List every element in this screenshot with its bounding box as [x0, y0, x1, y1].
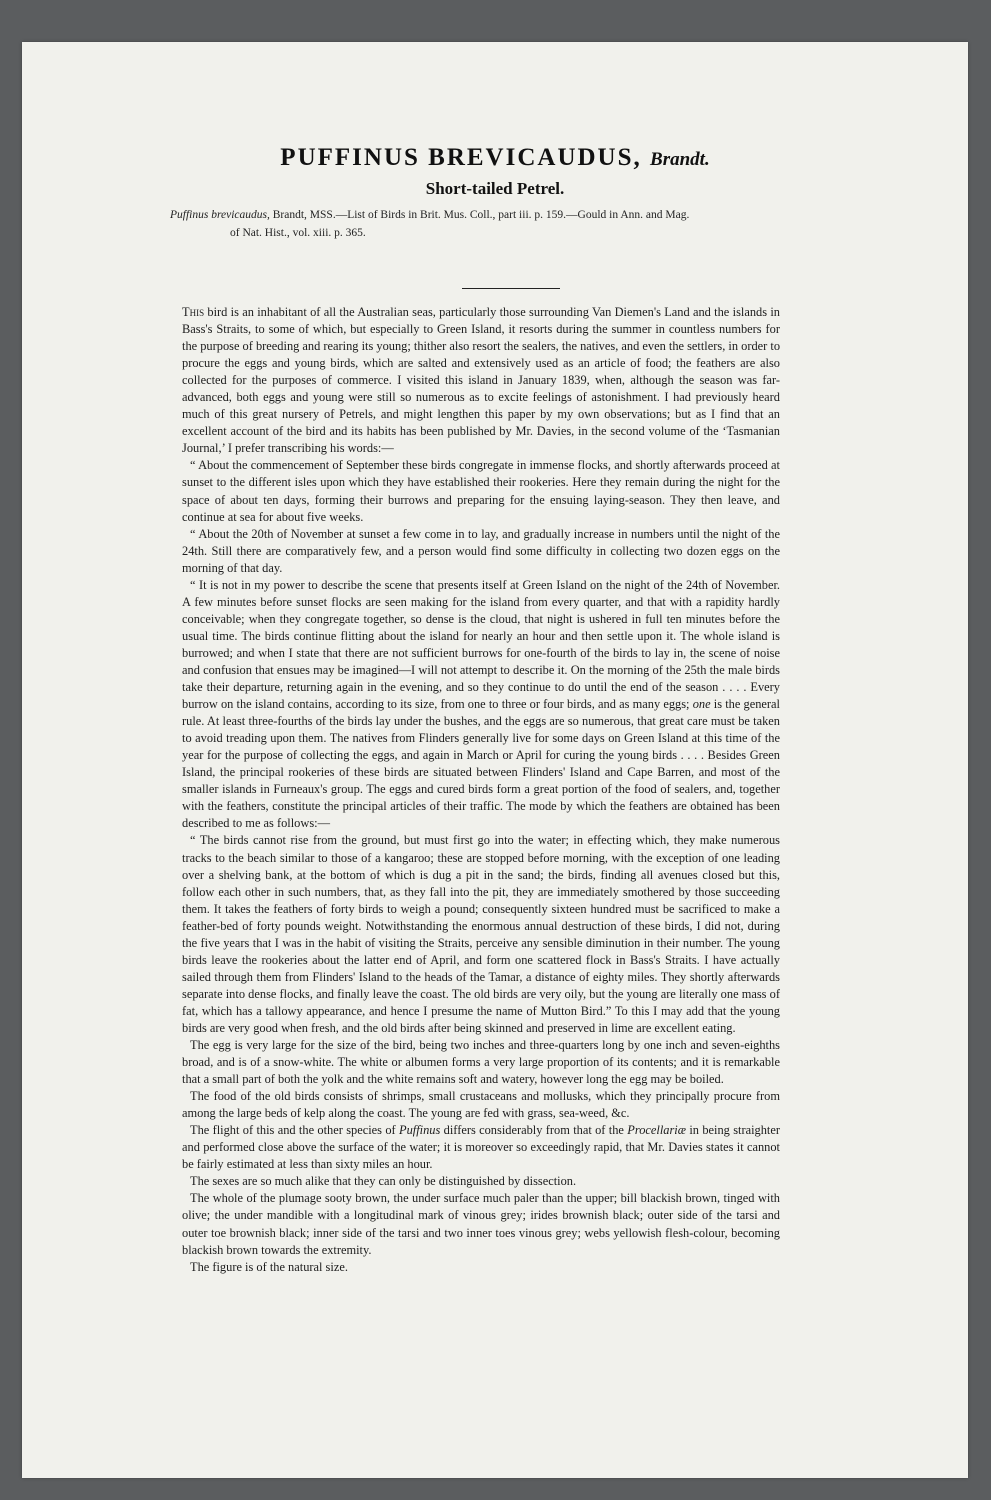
italic-genus: Puffinus: [399, 1123, 441, 1138]
paragraph-egg: The egg is very large for the size of the bird, being two inches and three-quarters long by one inch and seven-eighths broad, and is of a snow-white. The white or albumen forms a very large proportion of its contents; and it is remarkable that a small part of both the yolk and the white remains soft and watery, however long the egg may be boiled.: [182, 1038, 780, 1087]
document-page: [22, 42, 968, 1478]
paragraph-quote-green-island: [182, 577, 780, 833]
species-title: [22, 144, 968, 172]
paragraph-text: The flight of this and the other species of: [190, 1123, 399, 1138]
species-authority: Brandt.: [650, 149, 710, 170]
body-text: [182, 304, 780, 1276]
paragraph-quote-november: “ About the 20th of November at sunset a few come in to lay, and gradually increase in numbers until the night of the 24th. Still there are comparatively few, and a person would find some difficulty in collecting two dozen eggs on the morning of that day.: [182, 526, 780, 575]
paragraph-food: The food of the old birds consists of shrimps, small crustaceans and mollusks, which they principally procure from among the large beds of kelp along the coast. The young are fed with grass, sea-weed, &c.: [182, 1089, 780, 1121]
paragraph-quote-feathers: “ The birds cannot rise from the ground, but must first go into the water; in effecting which, they make numerous tracks to the beach similar to those of a kangaroo; these are stopped before morning, with the exception of one leading over a shelving bank, at the bottom of which is dug a pit in the sand; the birds, finding all avenues closed but this, follow each other in such numbers, that, as they fall into the pit, they are immediately smothered by those succeeding them. It takes the feathers of forty birds to weigh a pound; consequently sixteen hundred must be sacrificed to make a feather-bed of forty pounds weight. Notwithstanding the enormous annual destruction of these birds, I did not, during the five years that I was in the habit of visiting the Straits, perceive any sensible diminution in their number. The young birds leave the rookeries about the latter end of April, and form one scattered flock in Bass's Straits. I have actually sailed through them from Flinders' Island to the heads of the Tamar, a distance of eighty miles. They shortly afterwards separate into dense flocks, and finally leave the coast. The old birds are very oily, but the young are literally one mass of fat, which has a tallowy appearance, and hence I presume the name of Mutton Bird.” To this I may add that the young birds are very good when fresh, and the old birds after being skinned and preserved in lime are excellent eating.: [182, 833, 780, 1035]
paragraph-intro-text: bird is an inhabitant of all the Australian seas, particularly those surrounding Van Diemen's Land and the islands in Bass's Straits, to some of which, but especially to Green Island, it resorts during the summer in countless numbers for the purpose of breeding and rearing its young; thither also resort the sealers, the natives, and even the settlers, in order to procure the eggs and young birds, which are salted and extensively used as an article of food; the feathers are also collected for the purposes of commerce. I visited this island in January 1839, when, although the season was far-advanced, both eggs and young were still so numerous as to excite feelings of astonishment. I had previously heard much of this great nursery of Petrels, and might lengthen this paper by my own observations; but as I find that an excellent account of the bird and its habits has been published by Mr. Davies, in the second volume of the ‘Tasmanian Journal,’ I prefer transcribing his words:—: [182, 305, 781, 456]
paragraph-text: differs considerably from that of the: [440, 1123, 628, 1138]
divider-rule: [462, 288, 560, 289]
paragraph-text: “ It is not in my power to describe the scene that presents itself at Green Island on the night of the 24th of November. A few minutes before sunset flocks are seen making for the island from every quarter, and that with a rapidity hardly conceivable; when they congregate together, so dense is the cloud, that night is ushered in full ten minutes before the usual time. The birds continue flitting about the island for nearly an hour and then settle upon it. The whole island is burrowed; and when I state that there are not sufficient burrows for one-fourth of the birds to lay in, the scene of noise and confusion that ensues may be imagined—I will not attempt to describe it. On the morning of the 25th the male birds take their departure, returning again in the evening, and so they continue to do until the end of the season . . . . Every burrow on the island contains, according to its size, from one to three or four birds, and as many eggs;: [182, 577, 780, 712]
species-name: PUFFINUS BREVICAUDUS,: [280, 144, 642, 171]
paragraph-text: is the general rule. At least three-fourths of the birds lay under the bushes, and the eggs are so numerous, that great care must be taken to avoid treading upon them. The natives from Flinders generally live for some days on Green Island at this time of the year for the purpose of collecting the eggs, and again in March or April for curing the young birds . . . . Besides Green Island, the principal rookeries of these birds are situated between Flinders' Island and Cape Barren, and most of the smaller islands in Furneaux's group. The eggs and cured birds form a great portion of the food of sealers, and, together with the feathers, constitute the principal articles of their traffic. The mode by which the feathers are obtained has been described to me as follows:—: [182, 697, 780, 831]
paragraph-sexes: The sexes are so much alike that they can only be distinguished by dissection.: [190, 1174, 577, 1189]
synonymy-name: Puffinus brevicaudus,: [170, 209, 270, 221]
paragraph-figure-note: The figure is of the natural size.: [190, 1259, 348, 1274]
common-name: Short-tailed Petrel.: [425, 179, 565, 198]
paragraph-text: in being straighter and performed close above the surface of the water; it is moreover so exceedingly rapid, that Mr. Davies states it cannot be fairly estimated at less than sixty miles an hour.: [182, 1123, 780, 1172]
paragraph-plumage: The whole of the plumage sooty brown, the under surface much paler than the upper; bill blackish brown, tinged with olive; the under mandible with a longitudinal mark of vinous grey; irides brownish black; outer side of the tarsi and outer toe brownish black; inner side of the tarsi and two inner toes vinous grey; webs yellowish flesh-colour, becoming blackish brown towards the extremity.: [182, 1191, 780, 1257]
paragraph-intro: [182, 304, 780, 457]
synonymy-line1: Brandt, MSS.—List of Birds in Brit. Mus. Coll., part iii. p. 159.—Gould in Ann. and Mag.: [269, 209, 690, 221]
synonymy-citation: [170, 206, 810, 242]
drop-word: This: [182, 305, 205, 319]
italic-genus: Procellariæ: [627, 1123, 686, 1138]
paragraph-flight: [182, 1122, 780, 1173]
paragraph-quote-september: “ About the commencement of September these birds congregate in immense flocks, and shortly afterwards proceed at sunset to the different isles upon which they have established their rookeries. Here they remain during the night for the space of about ten days, forming their burrows and preparing for the ensuing laying-season. They then leave, and continue at sea for about five weeks.: [182, 458, 780, 524]
italic-word: one: [692, 697, 711, 712]
synonymy-line2: of Nat. Hist., vol. xiii. p. 365.: [230, 227, 366, 239]
